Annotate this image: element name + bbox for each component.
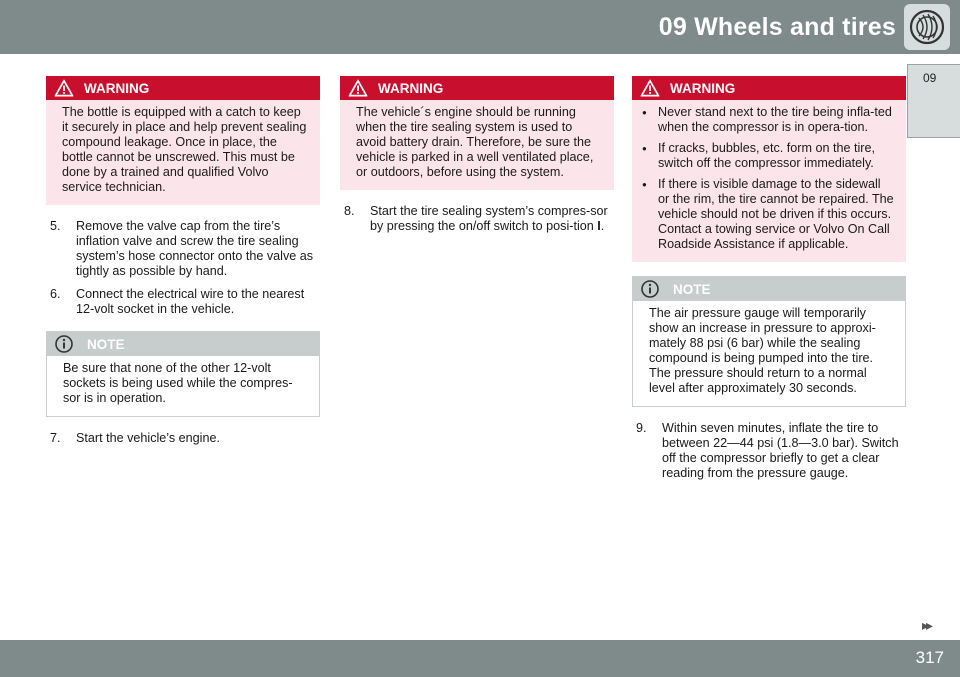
tire-icon bbox=[909, 9, 945, 45]
warning-title: WARNING bbox=[378, 80, 444, 96]
note-box bbox=[46, 331, 320, 417]
step-number: 5. bbox=[50, 219, 61, 233]
note-text: The air pressure gauge will temporarily show an increase in pressure to approxi-mately 88 psi (6 bar) while the sealing compound is being pumped into the tire. The pressure should return to a normal level after approximately 30 seconds. bbox=[649, 306, 876, 395]
warning-content bbox=[632, 100, 906, 262]
warning-box bbox=[46, 76, 320, 205]
warning-triangle-icon bbox=[54, 79, 74, 97]
column-2 bbox=[340, 76, 614, 234]
warning-box bbox=[632, 76, 906, 262]
warning-triangle-icon bbox=[348, 79, 368, 97]
note-header bbox=[633, 277, 905, 301]
step-number: 9. bbox=[636, 421, 647, 435]
warning-text: The bottle is equipped with a catch to keep it securely in place and help prevent sealing compound leakage. Once in place, the bottle cannot be unscrewed. This must be done by a trained and qualified Volvo service technician. bbox=[62, 105, 307, 194]
page-footer bbox=[0, 640, 960, 677]
warning-bullet-list bbox=[640, 105, 894, 252]
note-header bbox=[47, 332, 319, 356]
step-item bbox=[46, 431, 320, 446]
chapter-tab[interactable] bbox=[907, 64, 960, 138]
warning-header bbox=[340, 76, 614, 100]
column-1 bbox=[46, 76, 320, 446]
next-page-arrows[interactable]: ▸▸ bbox=[922, 617, 931, 633]
step-text: Connect the electrical wire to the nearest 12-volt socket in the vehicle. bbox=[76, 287, 305, 316]
note-title: NOTE bbox=[87, 336, 125, 352]
note-title: NOTE bbox=[673, 281, 711, 297]
note-box bbox=[632, 276, 906, 407]
warning-triangle-icon bbox=[640, 79, 660, 97]
page-header bbox=[0, 0, 960, 54]
step-number: 7. bbox=[50, 431, 61, 445]
chapter-icon-box bbox=[904, 4, 950, 50]
chapter-title: 09 Wheels and tires bbox=[658, 13, 896, 41]
list-item: ● If there is visible damage to the sidewall or the rim, the tire cannot be repaired. The vehicle should not be driven if this occurs. Contact a towing service or Volvo On Call Roadside Assistance if applicable. bbox=[640, 177, 894, 252]
step-text: Within seven minutes, inflate the tire to between 22—44 psi (1.8—3.0 bar). Switch off the compressor briefly to get a clear reading from the pressure gauge. bbox=[662, 421, 899, 480]
info-icon bbox=[641, 280, 659, 298]
step-text: Remove the valve cap from the tire’s inflation valve and screw the tire sealing system’s hose connector onto the valve as tightly as possible by hand. bbox=[76, 219, 314, 278]
step-text: Start the vehicle’s engine. bbox=[76, 431, 220, 445]
switch-position: I bbox=[597, 219, 601, 233]
step-item bbox=[46, 287, 320, 317]
step-item bbox=[46, 219, 320, 279]
warning-text: The vehicle´s engine should be running when the tire sealing system is used to avoid battery drain. Therefore, be sure the vehicle is parked in a well ventilated place, or outdoors, before using the system. bbox=[356, 105, 594, 179]
step-item bbox=[632, 421, 906, 481]
step-item bbox=[340, 204, 614, 234]
list-item: ● Never stand next to the tire being infla-ted when the compressor is in opera-tion. bbox=[640, 105, 894, 135]
page-number: 317 bbox=[915, 648, 944, 667]
warning-header bbox=[46, 76, 320, 100]
warning-title: WARNING bbox=[84, 80, 150, 96]
note-text: Be sure that none of the other 12-volt sockets is being used while the compres-sor is in operation. bbox=[63, 361, 293, 405]
column-3 bbox=[632, 76, 906, 481]
list-item: ● If cracks, bubbles, etc. form on the tire, switch off the compressor immediately. bbox=[640, 141, 894, 171]
step-number: 8. bbox=[344, 204, 355, 218]
warning-title: WARNING bbox=[670, 80, 736, 96]
warning-header bbox=[632, 76, 906, 100]
info-icon bbox=[55, 335, 73, 353]
chapter-tab-label: 09 bbox=[923, 71, 937, 85]
step-number: 6. bbox=[50, 287, 61, 301]
step-text: Start the tire sealing system’s compres-sor by pressing the on/off switch to posi-tion bbox=[370, 204, 608, 233]
warning-box bbox=[340, 76, 614, 190]
step-text-end: . bbox=[600, 219, 605, 233]
